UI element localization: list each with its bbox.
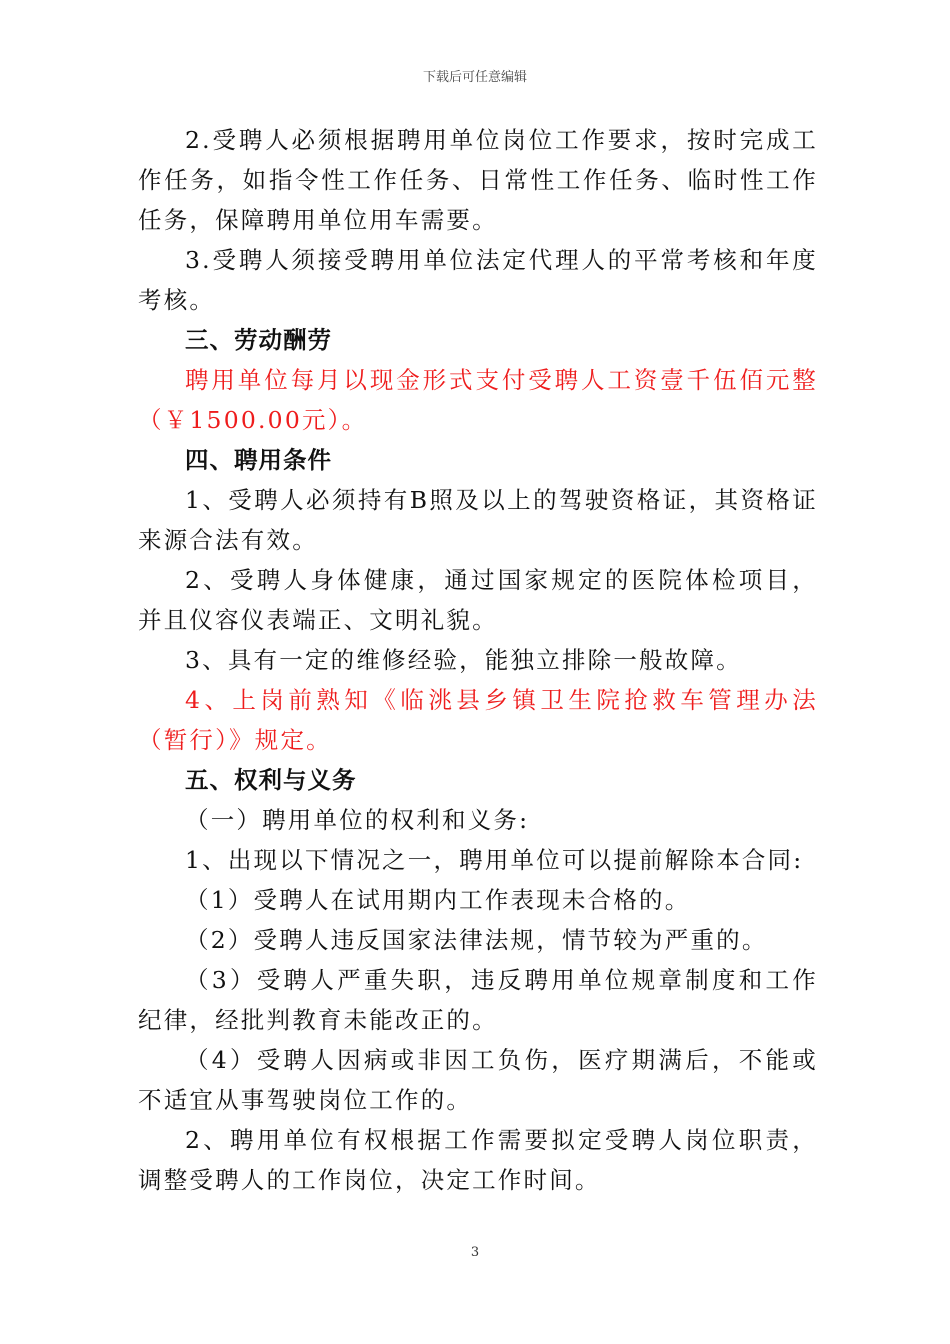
section-heading-conditions: 四、聘用条件 bbox=[185, 446, 332, 474]
section-heading-rights: 五、权利与义务 bbox=[185, 766, 357, 794]
paragraph-duty-2: 2.受聘人必须根据聘用单位岗位工作要求，按时完成工作任务，如指令性工作任务、日常性工作任务、临时性工作任务，保障聘用单位用车需要。 bbox=[138, 126, 818, 234]
document-body bbox=[138, 120, 818, 1200]
list-item-termination-3: （3）受聘人严重失职，违反聘用单位规章制度和工作纪律，经批判教育未能改正的。 bbox=[138, 966, 818, 1034]
paragraph-condition-4: 4、上岗前熟知《临洮县乡镇卫生院抢救车管理办法（暂行）》规定。 bbox=[138, 686, 818, 754]
paragraph-duty-3: 3.受聘人须接受聘用单位法定代理人的平常考核和年度考核。 bbox=[138, 246, 818, 314]
list-item-termination-2: （2）受聘人违反国家法律法规，情节较为严重的。 bbox=[185, 926, 768, 954]
paragraph-termination: 1、出现以下情况之一，聘用单位可以提前解除本合同: bbox=[185, 846, 804, 874]
paragraph-employer-right-2: 2、聘用单位有权根据工作需要拟定受聘人岗位职责，调整受聘人的工作岗位，决定工作时间。 bbox=[138, 1126, 818, 1194]
page-number: 3 bbox=[470, 1245, 480, 1260]
list-item-termination-1: （1）受聘人在试用期内工作表现未合格的。 bbox=[185, 886, 691, 914]
paragraph-salary: 聘用单位每月以现金形式支付受聘人工资壹千伍佰元整（￥1500.00元）。 bbox=[138, 366, 818, 434]
list-item-termination-4: （4）受聘人因病或非因工负伤，医疗期满后，不能或不适宜从事驾驶岗位工作的。 bbox=[138, 1046, 818, 1114]
paragraph-condition-2: 2、受聘人身体健康，通过国家规定的医院体检项目，并且仪容仪表端正、文明礼貌。 bbox=[138, 566, 818, 634]
subsection-employer-rights: （一）聘用单位的权利和义务: bbox=[185, 806, 530, 834]
page-header: 下载后可任意编辑 bbox=[422, 70, 527, 85]
section-heading-remuneration: 三、劳动酬劳 bbox=[185, 326, 332, 354]
paragraph-condition-3: 3、具有一定的维修经验，能独立排除一般故障。 bbox=[185, 646, 742, 674]
paragraph-condition-1: 1、受聘人必须持有B照及以上的驾驶资格证，其资格证来源合法有效。 bbox=[138, 486, 818, 554]
